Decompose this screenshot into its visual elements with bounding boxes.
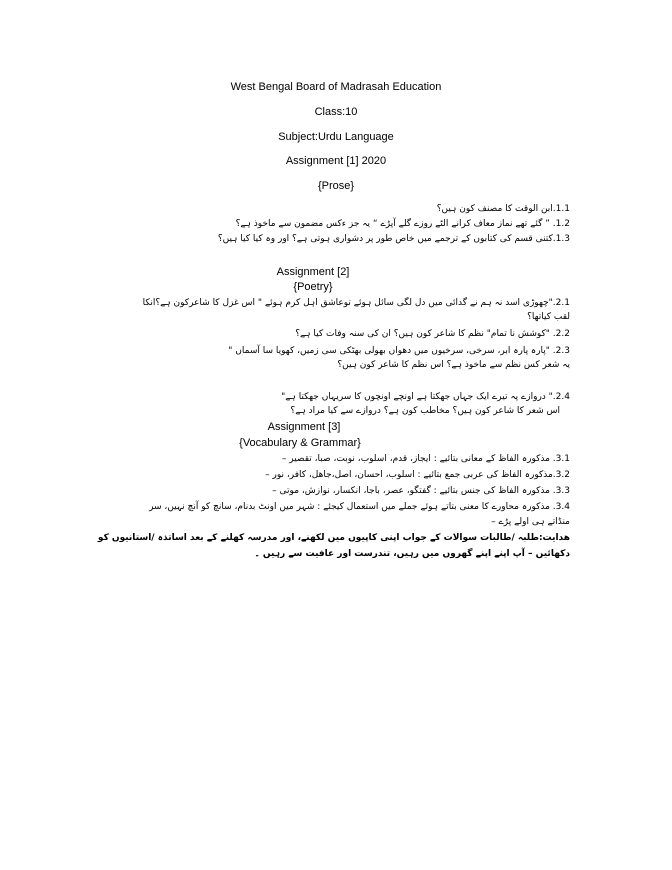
question-2-4: 2.4." دروازے پہ تیرے ایک جہاں جھکتا ہے اونچے اونچوں کا سریہاں جھکتا ہے" bbox=[281, 392, 570, 402]
question-2-4-continued: اس شعر کا شاعر کون ہیں؟ مخاطب کون ہے؟ دروازے سے کیا مراد ہے؟ bbox=[290, 406, 560, 416]
question-2-2: 2.2. "کوشش نا تمام" نظم کا شاعر کون ہیں؟ ان کی سنہ وفات کیا ہے؟ bbox=[295, 329, 570, 339]
subject-label: Subject:Urdu Language bbox=[278, 131, 394, 143]
question-2-3-continued: یہ شعر کس نظم سے ماخوذ ہے؟ اس نظم کا شاعر کون ہیں؟ bbox=[337, 360, 570, 370]
vocabulary-grammar-section-label: {Vocabulary & Grammar} bbox=[239, 437, 361, 449]
question-3-4: 3.4. مذکورہ محاورے کا معنی بتاتے ہوئے جملے میں استعمال کیجئے : شہر میں اونٹ بدنام، سانچ کو آنچ نہیں، سر bbox=[149, 502, 570, 512]
board-title: West Bengal Board of Madrasah Education bbox=[230, 81, 442, 93]
question-2-3: 2.3. "پارہ پارہ ابر، سرخی، سرخیوں میں دھواں بھولی بھٹکی سی زمیں، کھویا سا آسماں " bbox=[228, 346, 570, 356]
assignment-2-title: Assignment [2] bbox=[276, 266, 350, 278]
question-2-1-continued: لقب کیاتھا؟ bbox=[527, 312, 570, 322]
assignment-3-title: Assignment [3] bbox=[267, 421, 341, 433]
prose-section-label: {Prose} bbox=[317, 180, 355, 192]
poetry-section-label: {Poetry} bbox=[293, 281, 333, 293]
question-3-4-continued: منڈاتے ہی اولے پڑے – bbox=[491, 517, 570, 527]
question-1-1: 1.1.ابن الوقت کا مصنف کون ہیں؟ bbox=[436, 204, 570, 214]
class-label: Class:10 bbox=[314, 106, 358, 118]
question-3-3: 3.3. مذکورہ الفاظ کی جنس بتائیے : گفتگو، عصر، باجا، انکسار، نوازش، موتی – bbox=[272, 486, 570, 496]
assignment-1-title: Assignment [1] 2020 bbox=[285, 155, 387, 167]
question-1-3: 1.3.کتنی قسم کی کتابوں کے ترجمے میں خاص طور پر دشواری ہوتی ہے؟ اور وہ کیا کیا ہیں؟ bbox=[217, 234, 570, 244]
question-1-2: 1.2. ” گئے تھے نماز معاف کرانے الٹے روزے گلے آپڑے “ یہ جز ءکس مضمون سے ماخوذ ہے؟ bbox=[235, 219, 570, 229]
instruction-line-2: دکھائیں – آپ اپنے اپنے گھروں میں رہیں، تندرست اور عافیت سے رہیں ۔ bbox=[254, 549, 570, 559]
question-3-2: 3.2.مذکورہ الفاظ کی عربی جمع بتائیے : اسلوب، احسان، اصل،جاھل، کافر، نور – bbox=[265, 470, 570, 480]
question-2-1: 2.1."چھوڑی اسد نہ ہم نے گدائی میں دل لگی سائل ہوئے توعاشق اہل کرم ہوئے " اس غزل کا شاعرکون ہے؟انکا bbox=[142, 298, 570, 308]
instruction-line-1: ھدایت:طلبہ /طالبات سوالات کے جواب اپنی کاپیوں میں لکھنے، اور مدرسہ کھلنے کے بعد اساتذہ /استانیوں کو bbox=[97, 533, 570, 543]
question-3-1: 3.1. مذکورہ الفاظ کے معانی بتائیے : ایجاز، قدم، اسلوب، نوبت، صبا، تقصیر – bbox=[281, 454, 570, 464]
